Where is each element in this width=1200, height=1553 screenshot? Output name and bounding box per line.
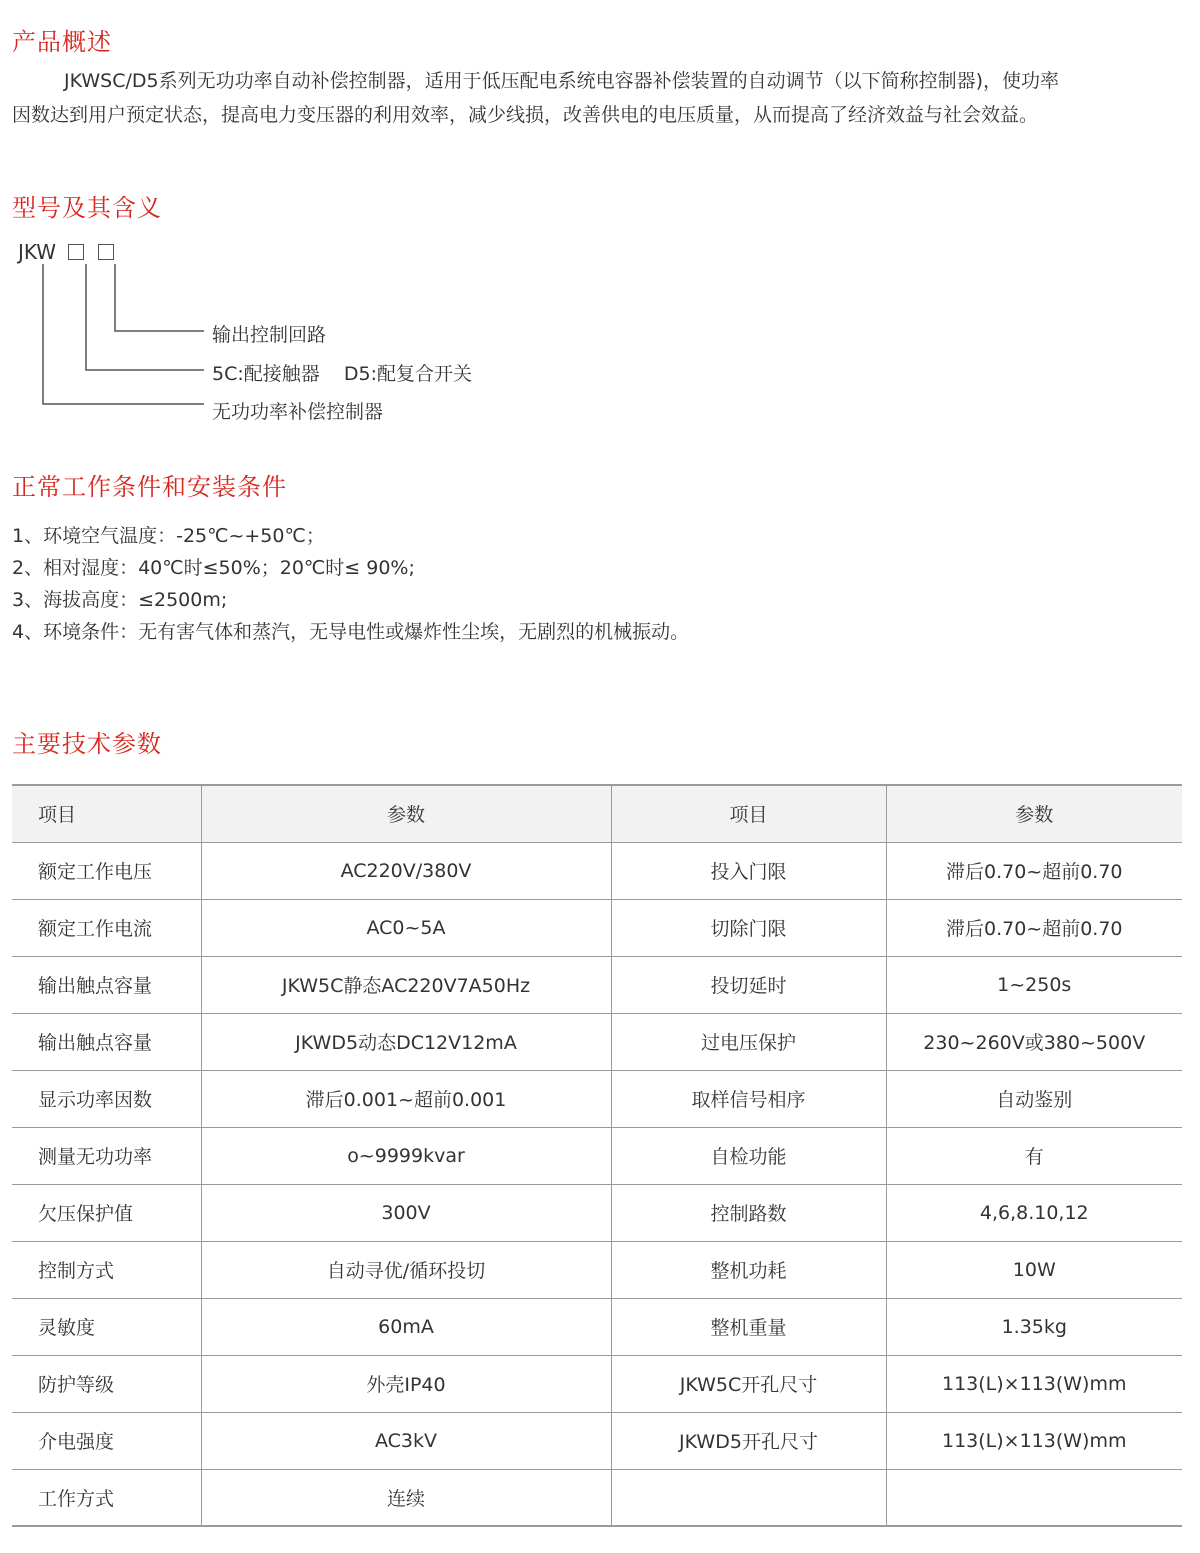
condition-item: 2、相对湿度：40℃时≤50%；20℃时≤ 90%; — [12, 557, 415, 579]
overview-paragraph — [12, 64, 1188, 132]
header-param: 参数 — [886, 785, 1182, 842]
table-row — [12, 1013, 1182, 1070]
model-branch-type: 无功功率补偿控制器 — [212, 401, 384, 423]
table-row — [12, 1412, 1182, 1469]
table-row — [12, 1184, 1182, 1241]
table-cell: 工作方式 — [12, 1469, 201, 1526]
table-cell — [886, 1469, 1182, 1526]
table-cell: 10W — [886, 1241, 1182, 1298]
table-cell: 灵敏度 — [12, 1298, 201, 1355]
table-cell: 控制路数 — [611, 1184, 886, 1241]
table-cell: JKW5C静态AC220V7A50Hz — [201, 956, 611, 1013]
table-cell: 1.35kg — [886, 1298, 1182, 1355]
table-cell: 113(L)×113(W)mm — [886, 1412, 1182, 1469]
table-row — [12, 1241, 1182, 1298]
table-cell: JKWD5开孔尺寸 — [611, 1412, 886, 1469]
table-row — [12, 1355, 1182, 1412]
table-cell: 自检功能 — [611, 1127, 886, 1184]
table-cell: 显示功率因数 — [12, 1070, 201, 1127]
table-cell: 113(L)×113(W)mm — [886, 1355, 1182, 1412]
table-cell: 有 — [886, 1127, 1182, 1184]
table-cell: 测量无功功率 — [12, 1127, 201, 1184]
params-heading: 主要技术参数 — [12, 730, 162, 758]
table-cell: o~9999kvar — [201, 1127, 611, 1184]
header-item: 项目 — [611, 785, 886, 842]
table-row — [12, 1298, 1182, 1355]
table-cell: 60mA — [201, 1298, 611, 1355]
table-row — [12, 1127, 1182, 1184]
table-cell: 切除门限 — [611, 899, 886, 956]
table-cell: 输出触点容量 — [12, 1013, 201, 1070]
table-cell: 额定工作电流 — [12, 899, 201, 956]
table-cell: 输出触点容量 — [12, 956, 201, 1013]
table-cell: 外壳IP40 — [201, 1355, 611, 1412]
table-row — [12, 1469, 1182, 1526]
table-cell: 介电强度 — [12, 1412, 201, 1469]
header-param: 参数 — [201, 785, 611, 842]
table-cell: AC3kV — [201, 1412, 611, 1469]
table-cell: 整机重量 — [611, 1298, 886, 1355]
table-cell: 300V — [201, 1184, 611, 1241]
overview-line-1: JKWSC/D5系列无功功率自动补偿控制器，适用于低压配电系统电容器补偿装置的自动调节（以下简称控制器)，使功率 — [64, 70, 1060, 92]
table-row — [12, 899, 1182, 956]
table-cell: 欠压保护值 — [12, 1184, 201, 1241]
table-cell: 连续 — [201, 1469, 611, 1526]
table-row — [12, 1070, 1182, 1127]
model-branch-option: 5C:配接触器 D5:配复合开关 — [212, 363, 473, 385]
table-cell: 防护等级 — [12, 1355, 201, 1412]
table-cell: 整机功耗 — [611, 1241, 886, 1298]
table-cell: 4,6,8.10,12 — [886, 1184, 1182, 1241]
conditions-heading: 正常工作条件和安装条件 — [12, 473, 287, 501]
table-cell: 过电压保护 — [611, 1013, 886, 1070]
table-cell: 230~260V或380~500V — [886, 1013, 1182, 1070]
table-cell: 控制方式 — [12, 1241, 201, 1298]
model-bracket-lines — [0, 258, 210, 408]
table-cell: 额定工作电压 — [12, 842, 201, 899]
condition-item: 1、环境空气温度：-25℃~+50℃； — [12, 525, 325, 547]
table-cell: 投入门限 — [611, 842, 886, 899]
table-row — [12, 842, 1182, 899]
table-cell: AC0~5A — [201, 899, 611, 956]
model-branch-output: 输出控制回路 — [212, 324, 327, 346]
model-code-prefix: JKW — [18, 240, 57, 264]
params-table — [12, 784, 1182, 1527]
header-item: 项目 — [12, 785, 201, 842]
table-cell: 1~250s — [886, 956, 1182, 1013]
overview-heading: 产品概述 — [12, 28, 112, 56]
table-header-row — [12, 785, 1182, 842]
table-cell: JKW5C开孔尺寸 — [611, 1355, 886, 1412]
table-row — [12, 956, 1182, 1013]
table-cell: 滞后0.70~超前0.70 — [886, 842, 1182, 899]
table-cell: 投切延时 — [611, 956, 886, 1013]
table-cell — [611, 1469, 886, 1526]
condition-item: 3、海拔高度：≤2500m; — [12, 589, 228, 611]
table-cell: JKWD5动态DC12V12mA — [201, 1013, 611, 1070]
condition-item: 4、环境条件：无有害气体和蒸汽，无导电性或爆炸性尘埃，无剧烈的机械振动。 — [12, 621, 690, 643]
table-cell: 滞后0.001~超前0.001 — [201, 1070, 611, 1127]
table-cell: 滞后0.70~超前0.70 — [886, 899, 1182, 956]
table-cell: 自动鉴别 — [886, 1070, 1182, 1127]
table-cell: 自动寻优/循环投切 — [201, 1241, 611, 1298]
overview-line-2: 因数达到用户预定状态，提高电力变压器的利用效率，减少线损，改善供电的电压质量，从而提高了经济效益与社会效益。 — [12, 104, 1039, 126]
model-heading: 型号及其含义 — [12, 194, 162, 222]
table-cell: 取样信号相序 — [611, 1070, 886, 1127]
table-cell: AC220V/380V — [201, 842, 611, 899]
conditions-list — [12, 520, 689, 648]
